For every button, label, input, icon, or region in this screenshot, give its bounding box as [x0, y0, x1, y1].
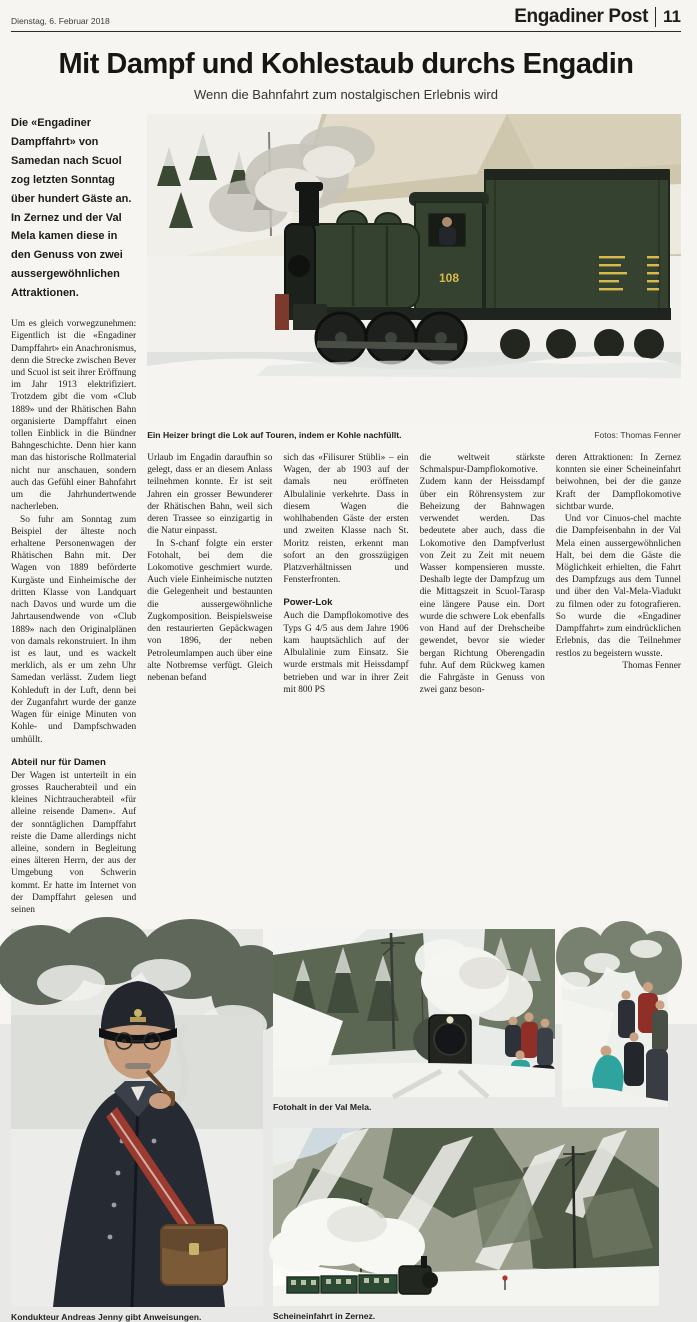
photo-row: [273, 929, 681, 1112]
article-body: [11, 114, 681, 916]
scheineinfahrt-photo: [273, 1128, 659, 1306]
scheineinfahrt-photo-illustration: [273, 1128, 659, 1306]
paragraph: die weltweit stärkste Schmalspur-Dampflokomotive. Zudem kann der Heissdampf über ein Röhrensystem zur Beheizung der Bahnwagen verwendet werden. Das bedeutete aber auch, dass die Lokomotive den Dampfverlust von Zeit zu Zeit mit neuem Wasser kompensieren musste. Deshalb legte der Dampfzug um die Mittagszeit in Scuol-Tarasp eine längere Pause ein. Dort wurde die schwere Lok ebenfalls von Hand auf der Drehscheibe gewendet, bevor sie wieder bergan Richtung Oberengadin fuhr. Auf dem Rückweg kamen die Fahrgäste in Genuss von zwei ganz beson-: [419, 453, 545, 696]
paragraph: sich das «Filisurer Stübli» – ein Wagen, der ab 1903 auf der damals neu eröffneten Albulalinie verkehrte. Dass in diesem Wagen die wohlhabenden Gäste der ersten und zweiten Klasse nach St. Moritz reisten, erkennt man sofort an den grosszügigen Platzverhältnissen und Fensterfronten.: [283, 453, 409, 586]
text-column-3: [283, 446, 408, 916]
conductor-photo-illustration: [11, 929, 263, 1307]
lead-paragraph: Die «Engadiner Dampffahrt» von Samedan nach Scuol zog letzten Sonntag über hundert Gäste an. In Zernez und der Val Mela kamen diese in den Genuss von zwei aussergewöhnlichen Attraktionen.: [11, 117, 132, 300]
header-divider: [11, 31, 681, 32]
crowd-photo: [562, 929, 668, 1107]
fotohalt-photo-illustration: [273, 929, 555, 1097]
text-column-4: [420, 446, 545, 916]
paragraph: In S-chanf folgte ein erster Fotohalt, bei dem die Lokomotive geschmiert wurde. Auch viele Einheimische nutzten die Gelegenheit und bestaunten die aussergewöhnliche Zugkomposition. Beispielsweise den restaurierten Gepäckwagen von 1896, der neben Petroleumlampen auch über eine alte Notbremse verfügt. Gleich nebenan befand: [147, 538, 273, 683]
scheineinfahrt-caption: Scheineinfahrt in Zernez.: [273, 1311, 376, 1322]
fotohalt-photo-block: [273, 929, 555, 1112]
conductor-caption: Kondukteur Andreas Jenny gibt Anweisungen.: [11, 1312, 202, 1322]
page-number: 11: [655, 7, 681, 27]
issue-date: Dienstag, 6. Februar 2018: [11, 16, 110, 26]
crowd-photo-illustration: [562, 929, 668, 1107]
paragraph: Um es gleich vorwegzunehmen: Eigentlich ist die «Engadiner Dampffahrt» ein Anachronismus, denn die Strecke zwischen Bever und Scuol ist seit ihrer Eröffnung im Jahr 1913 elektrifiziert. Trotzdem gibt die vom «Club 1889» und der Rhätischen Bahn organisierte Dampffahrt einen tollen Einblick in die Bündner Bahngeschichte. Denn hier kann man das historische Rollmaterial nicht nur anschauen, sondern auch das Gefühl einer Bahnfahrt um die Jahrhundertwende nacherleben.: [11, 319, 137, 513]
fotohalt-caption: Fotohalt in der Val Mela.: [273, 1102, 372, 1113]
masthead-title: Engadiner Post: [514, 6, 649, 27]
paragraph: So fuhr am Sonntag zum Beispiel der älteste noch erhaltene Personenwagen der Rhätischen Bahn mit. Der Wagen von 1889 beförderte Kurgäste und Einheimische der dritten Klasse von Landquart nach Davos und wurde um die Jahrtausendwende von «Club 1889» nach den Originalplänen von damals rekonstruiert. In ihm ist es laut, und es wackelt merklich, als er um zehn Uhr Samedan verlässt. Zudem liegt Kohleduft in der Luft, denn bei der Zuganfahrt wurde der ganze Wagen für einige Minuten von Kohle- und Dampfschwaden umhüllt.: [11, 514, 137, 745]
article-subtitle: Wenn die Bahnfahrt zum nostalgischen Erlebnis wird: [194, 87, 498, 102]
main-photo-caption-row: [147, 426, 681, 446]
page-header: [11, 6, 681, 28]
paragraph: Urlaub im Engadin daraufhin so gelegt, dass er an diesem Anlass teilnehmen konnte. Er ist seit Jahren ein grosser Bewunderer der Rhätischen Bahn, weil sich deren Trassee so einzigartig in die Natur einpasst.: [147, 453, 273, 537]
fotohalt-photo: [273, 929, 555, 1097]
author-byline: Thomas Fenner: [622, 660, 681, 671]
text-column-5: [556, 446, 681, 916]
section-subhead: Power-Lok: [283, 597, 333, 609]
photo-credit: Fotos: Thomas Fenner: [594, 430, 681, 440]
steam-locomotive-photo-illustration: [147, 114, 681, 426]
paragraph: deren Attraktionen: In Zernez konnten sie einer Scheineinfahrt beiwohnen, bei der die ganze Kraft der Dampflokomotive sichtbar wurde.: [555, 453, 681, 512]
article-title: Mit Dampf und Kohlestaub durchs Engadin: [58, 48, 634, 80]
conductor-photo-block: [11, 929, 263, 1322]
main-photo: [147, 114, 681, 426]
scheineinfahrt-photo-block: [273, 1128, 659, 1321]
paragraph: Auch die Dampflokomotive des Typs G 4/5 aus dem Jahre 1906 kam hauptsächlich auf der Albulalinie zum Einsatz. Sie wurde erstmals mit Heissdampf betrieben und war in ihrer Zeit mit 800 PS: [283, 611, 409, 695]
photo-section: [11, 929, 681, 1322]
conductor-photo: [11, 929, 263, 1307]
text-column-1: [11, 114, 136, 916]
paragraph: [555, 513, 681, 671]
masthead-block: [514, 6, 681, 28]
main-photo-caption: Ein Heizer bringt die Lok auf Touren, indem er Kohle nachfüllt.: [147, 430, 402, 440]
right-photo-group: [273, 929, 681, 1322]
text-column-2: [147, 446, 272, 916]
paragraph-text: Und vor Cinuos-chel machte die Dampfeisenbahn in der Val Mela einen aussergewöhnlichen Halt, bei dem die Gäste die Möglichkeit erhielten, die Fahrt des Dampfzugs aus dem Tunnel und über den Val-Mela-Viadukt zu filmen oder zu fotografieren. So wurde die «Engadiner Dampffahrt» zum eindrücklichen Erlebnis, das die Teilnehmer restlos zu begeistern wusste.: [555, 514, 681, 659]
paragraph: Der Wagen ist unterteilt in ein grosses Raucherabteil und ein kleines Nichtraucherabteil «für alleine reisende Damen». Auf der sonntäglichen Dampffahrt reiste die Dame allerdings nicht alleine, sondern in Begleitung eines älteren Herrn, der aus der Umgebung von Schwerin kommt. Er hatte im Internet von der Dampffahrt gelesen und seinen: [11, 770, 137, 916]
section-subhead: Abteil nur für Damen: [11, 756, 106, 768]
loco-number-lettering: 108: [439, 271, 460, 285]
